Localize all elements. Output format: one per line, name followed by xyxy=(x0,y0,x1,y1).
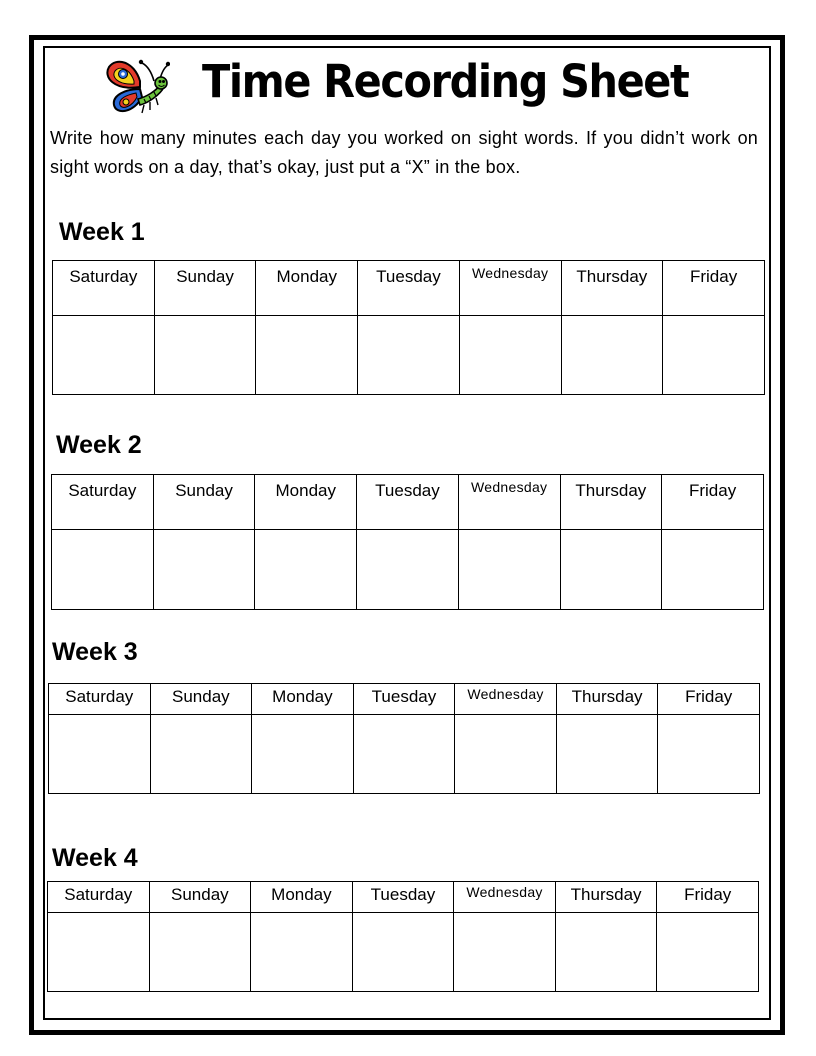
week-1-header-row xyxy=(53,261,765,316)
day-header-saturday: Saturday xyxy=(49,684,151,715)
day-header-tuesday: Tuesday xyxy=(357,475,459,530)
week-3-entry-row xyxy=(49,715,760,794)
entry-cell-saturday[interactable] xyxy=(52,530,154,610)
week-4-table xyxy=(47,881,759,992)
entry-cell-monday[interactable] xyxy=(256,316,358,395)
entry-cell-saturday[interactable] xyxy=(53,316,155,395)
week-2-title: Week 2 xyxy=(56,431,142,459)
week-2-table xyxy=(51,474,764,610)
week-1-title: Week 1 xyxy=(59,218,145,246)
entry-cell-friday[interactable] xyxy=(662,530,764,610)
day-header-thursday: Thursday xyxy=(555,882,657,913)
day-header-tuesday: Tuesday xyxy=(353,684,455,715)
day-header-friday: Friday xyxy=(663,261,765,316)
day-header-sunday: Sunday xyxy=(154,261,256,316)
entry-cell-friday[interactable] xyxy=(657,913,759,992)
entry-cell-friday[interactable] xyxy=(663,316,765,395)
day-header-wednesday: Wednesday xyxy=(454,882,556,913)
day-header-tuesday: Tuesday xyxy=(352,882,454,913)
day-header-tuesday: Tuesday xyxy=(358,261,460,316)
entry-cell-wednesday[interactable] xyxy=(454,913,556,992)
day-header-monday: Monday xyxy=(256,261,358,316)
day-header-saturday: Saturday xyxy=(48,882,150,913)
day-header-saturday: Saturday xyxy=(52,475,154,530)
week-1-table xyxy=(52,260,765,395)
entry-cell-sunday[interactable] xyxy=(153,530,255,610)
entry-cell-wednesday[interactable] xyxy=(455,715,557,794)
day-header-wednesday: Wednesday xyxy=(459,261,561,316)
day-header-thursday: Thursday xyxy=(561,261,663,316)
week-4-header-row xyxy=(48,882,759,913)
entry-cell-saturday[interactable] xyxy=(48,913,150,992)
entry-cell-wednesday[interactable] xyxy=(459,316,561,395)
entry-cell-friday[interactable] xyxy=(658,715,760,794)
entry-cell-thursday[interactable] xyxy=(556,715,658,794)
week-3-header-row xyxy=(49,684,760,715)
day-header-monday: Monday xyxy=(255,475,357,530)
instructions-text: Write how many minutes each day you worked on sight words. If you didn’t work on sight words on a day, that’s okay, just put a “X” in the box. xyxy=(50,128,758,177)
butterfly-icon xyxy=(104,55,170,117)
day-header-wednesday: Wednesday xyxy=(455,684,557,715)
week-3-title: Week 3 xyxy=(52,638,138,666)
day-header-monday: Monday xyxy=(252,684,354,715)
week-4-title: Week 4 xyxy=(52,844,138,872)
entry-cell-tuesday[interactable] xyxy=(352,913,454,992)
day-header-wednesday: Wednesday xyxy=(458,475,560,530)
day-header-friday: Friday xyxy=(662,475,764,530)
entry-cell-monday[interactable] xyxy=(255,530,357,610)
week-1-entry-row xyxy=(53,316,765,395)
entry-cell-sunday[interactable] xyxy=(149,913,251,992)
day-header-friday: Friday xyxy=(657,882,759,913)
entry-cell-wednesday[interactable] xyxy=(458,530,560,610)
entry-cell-tuesday[interactable] xyxy=(353,715,455,794)
day-header-thursday: Thursday xyxy=(556,684,658,715)
week-4-entry-row xyxy=(48,913,759,992)
entry-cell-sunday[interactable] xyxy=(150,715,252,794)
week-3-table xyxy=(48,683,760,794)
week-2-entry-row xyxy=(52,530,764,610)
entry-cell-thursday[interactable] xyxy=(555,913,657,992)
day-header-sunday: Sunday xyxy=(149,882,251,913)
day-header-sunday: Sunday xyxy=(150,684,252,715)
day-header-monday: Monday xyxy=(251,882,353,913)
entry-cell-thursday[interactable] xyxy=(561,316,663,395)
week-2-header-row xyxy=(52,475,764,530)
day-header-sunday: Sunday xyxy=(153,475,255,530)
entry-cell-monday[interactable] xyxy=(252,715,354,794)
day-header-saturday: Saturday xyxy=(53,261,155,316)
entry-cell-tuesday[interactable] xyxy=(358,316,460,395)
entry-cell-thursday[interactable] xyxy=(560,530,662,610)
entry-cell-saturday[interactable] xyxy=(49,715,151,794)
page-title: Time Recording Sheet xyxy=(202,55,689,108)
day-header-thursday: Thursday xyxy=(560,475,662,530)
entry-cell-tuesday[interactable] xyxy=(357,530,459,610)
entry-cell-sunday[interactable] xyxy=(154,316,256,395)
entry-cell-monday[interactable] xyxy=(251,913,353,992)
day-header-friday: Friday xyxy=(658,684,760,715)
